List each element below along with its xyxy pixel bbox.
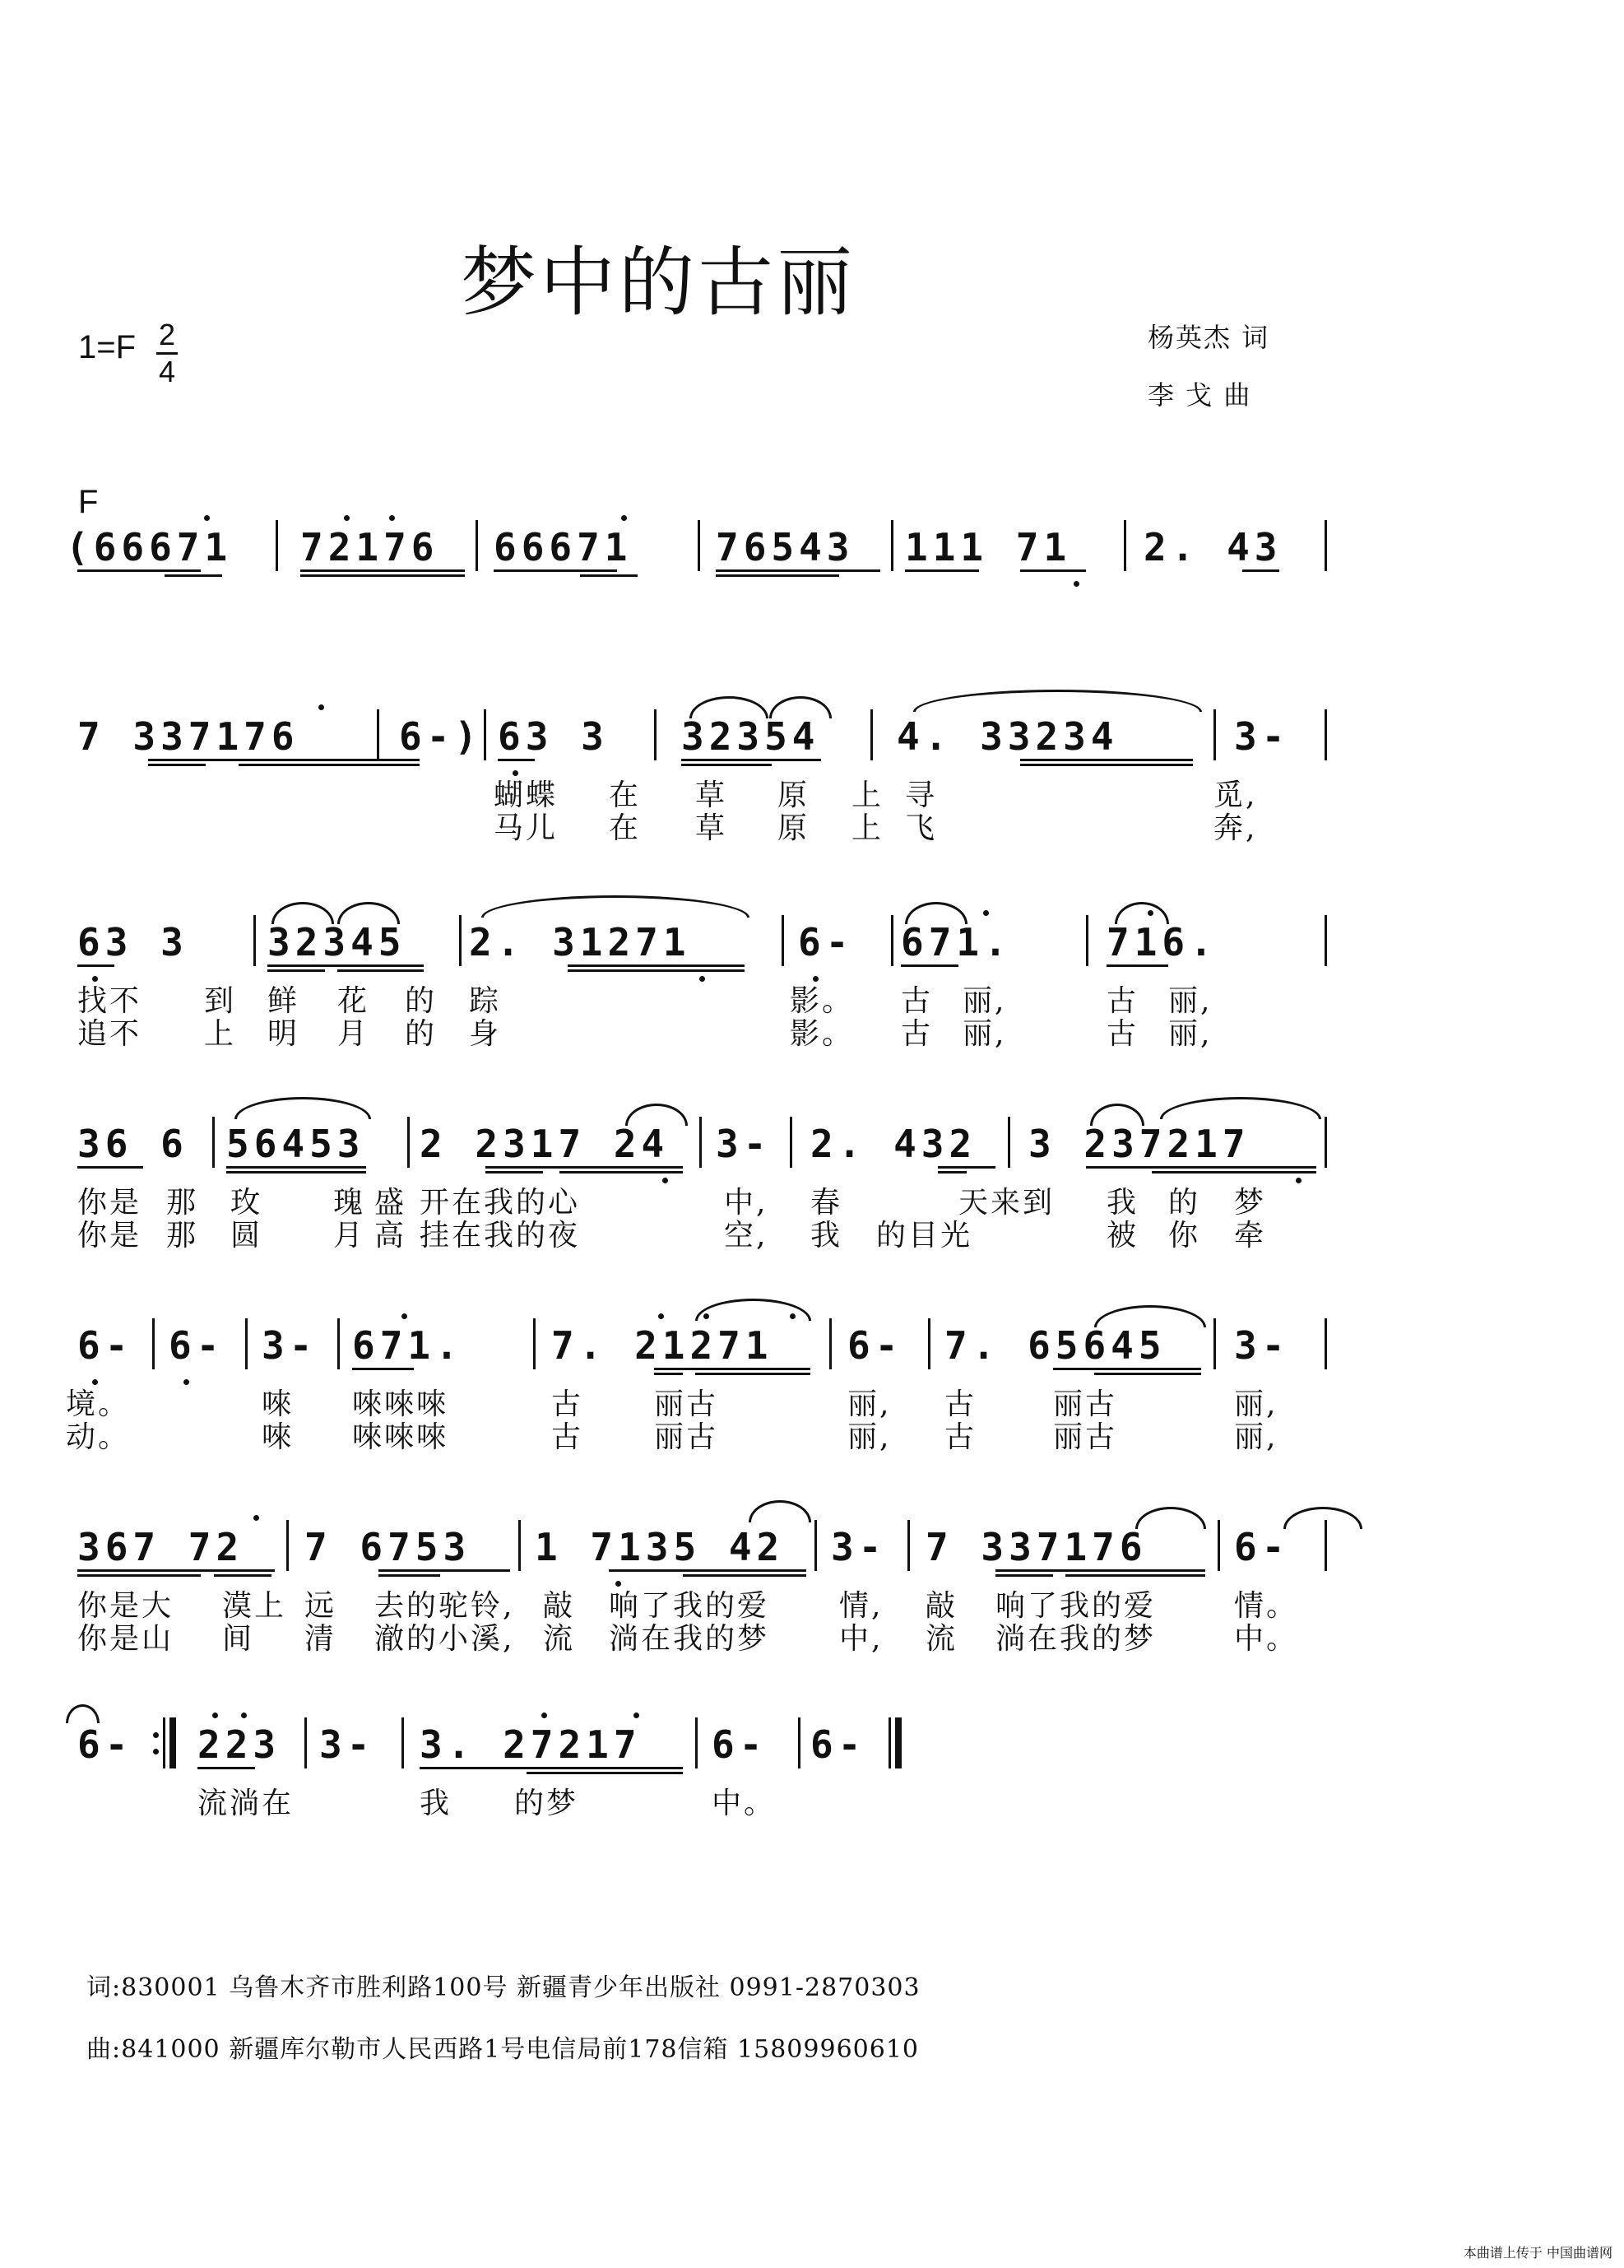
measure: 76543 <box>716 525 855 569</box>
lyric-syllable: 在 <box>609 778 642 812</box>
lyric-syllable: 响了我的爱 <box>609 1589 770 1623</box>
measure: 2. 43 <box>1144 525 1283 569</box>
lyric-syllable: 花 <box>337 984 370 1018</box>
lyric-syllable: 古 <box>551 1420 584 1454</box>
lyric-syllable: 远 <box>304 1589 337 1623</box>
page-title: 梦中的古丽 <box>461 239 856 327</box>
measure: 66671 <box>494 525 633 569</box>
lyric-syllable: 盛 <box>374 1186 407 1220</box>
lyric-syllable: 影。 <box>790 984 855 1018</box>
lyric-syllable: 敲 <box>543 1589 576 1623</box>
lyric-syllable: 月 <box>337 1017 370 1051</box>
lyric-syllable: 梦 <box>1234 1186 1267 1220</box>
lyric-syllable: 牵 <box>1234 1219 1267 1253</box>
lyric-syllable: 草 <box>695 811 728 845</box>
lyric-syllable: 挂在我的夜 <box>420 1219 581 1253</box>
lyric-syllable: 蝴蝶 <box>494 778 559 812</box>
measure: 7 337176 <box>77 714 299 759</box>
lyric-syllable: 原 <box>777 811 810 845</box>
lyric-syllable: 中, <box>839 1622 884 1656</box>
lyric-syllable: 唻 <box>262 1387 295 1421</box>
chord-symbol: F <box>78 484 99 520</box>
lyric-syllable: 你 <box>1168 1219 1201 1253</box>
lyric-syllable: 月 <box>333 1219 366 1253</box>
measure: 6- <box>77 1722 133 1767</box>
lyrics-verse-1 <box>66 978 1333 1018</box>
lyrics-verse-1 <box>66 1582 1333 1623</box>
lyric-syllable: 影。 <box>790 1017 855 1051</box>
lyric-syllable: 上 <box>851 811 884 845</box>
time-signature <box>155 318 179 389</box>
lyric-syllable: 寻 <box>905 778 938 812</box>
measure: 1 7135 42 <box>535 1525 785 1569</box>
lyric-syllable: 唻唻唻 <box>352 1387 449 1421</box>
lyric-syllable: 的目光 <box>876 1219 973 1253</box>
lyric-syllable: 天来到 <box>958 1186 1056 1220</box>
lyric-syllable: 漠上 <box>222 1589 287 1623</box>
lyric-syllable: 丽古 <box>654 1420 719 1454</box>
measure: 671. <box>901 920 1012 964</box>
lyric-syllable: 身 <box>469 1017 502 1051</box>
lyric-syllable: 唻唻唻 <box>352 1420 449 1454</box>
lyrics-verse-2 <box>66 1615 1333 1656</box>
composer-credit: 李 戈 曲 <box>1148 379 1252 411</box>
lyric-syllable: 流 <box>543 1622 576 1656</box>
lyric-syllable: 你是 <box>77 1186 142 1220</box>
lyric-syllable: 原 <box>777 778 810 812</box>
lyric-syllable: 敲 <box>926 1589 958 1623</box>
measure: 3- <box>716 1122 772 1166</box>
lyric-syllable: 丽, <box>1234 1387 1278 1421</box>
lyrics-verse-2 <box>66 805 1333 845</box>
measure: 2. 432 <box>810 1122 977 1166</box>
lyric-syllable: 中, <box>724 1186 768 1220</box>
measure: 3- <box>262 1323 318 1368</box>
measure: 3 237217 <box>1028 1122 1250 1166</box>
lyric-syllable: 淌在我的梦 <box>609 1622 770 1656</box>
lyric-syllable: 找不 <box>77 984 142 1018</box>
lyric-syllable: 境。 <box>66 1387 131 1421</box>
lyric-syllable: 踪 <box>469 984 502 1018</box>
lyric-syllable: 动。 <box>66 1420 131 1454</box>
lyric-syllable: 那 <box>166 1219 199 1253</box>
lyric-syllable: 鲜 <box>267 984 300 1018</box>
lyric-syllable: 情。 <box>1234 1589 1299 1623</box>
lyric-syllable: 丽古 <box>654 1387 719 1421</box>
measure: 7. 65645 <box>944 1323 1167 1368</box>
lyric-syllable: 间 <box>222 1622 255 1656</box>
lyric-syllable: 在 <box>609 811 642 845</box>
lyric-syllable: 马儿 <box>494 811 559 845</box>
lyric-syllable: 草 <box>695 778 728 812</box>
lyrics-verse-1 <box>66 1381 1333 1421</box>
lyric-syllable: 丽古 <box>1053 1387 1118 1421</box>
lyric-syllable: 春 <box>810 1186 843 1220</box>
lyrics-verse-1 <box>66 1780 1333 1820</box>
lyric-syllable: 的 <box>405 1017 438 1051</box>
lyric-syllable: 我 <box>420 1787 452 1820</box>
lyric-syllable: 丽, <box>1168 1017 1213 1051</box>
measure: 716. <box>1107 920 1218 964</box>
lyric-syllable: 古 <box>901 1017 934 1051</box>
measure: 2. 31271 <box>469 920 691 964</box>
lyric-syllable: 开在我的心 <box>420 1186 581 1220</box>
measure: 72176 <box>300 525 439 569</box>
lyric-syllable: 去的驼铃, <box>374 1589 515 1623</box>
measure: 63 3 <box>77 920 188 964</box>
lyric-syllable: 你是 <box>77 1219 142 1253</box>
measure: 671. <box>352 1323 463 1368</box>
measure: 7 337176 <box>926 1525 1148 1569</box>
lyric-syllable: 清 <box>304 1622 337 1656</box>
lyricist-credit: 杨英杰 词 <box>1148 322 1270 353</box>
measure: 7. 21271 <box>551 1323 773 1368</box>
lyric-syllable: 飞 <box>905 811 938 845</box>
measure: 63 3 <box>498 714 609 759</box>
lyric-syllable: 你是山 <box>77 1622 174 1656</box>
time-signature-bottom: 4 <box>158 355 176 388</box>
measure: 6- <box>1234 1525 1290 1569</box>
lyric-syllable: 丽, <box>963 984 1007 1018</box>
lyric-syllable: 流淌在 <box>197 1787 295 1820</box>
lyric-syllable: 响了我的爱 <box>995 1589 1157 1623</box>
measure: 6- <box>810 1722 866 1767</box>
composer-address: 曲:841000 新疆库尔勒市人民西路1号电信局前178信箱 15809960610 <box>86 2035 920 2064</box>
lyric-syllable: 唻 <box>262 1420 295 1454</box>
lyric-syllable: 中。 <box>712 1787 777 1820</box>
lyric-syllable: 丽, <box>963 1017 1007 1051</box>
lyric-syllable: 那 <box>166 1186 199 1220</box>
lyric-syllable: 古 <box>944 1420 977 1454</box>
lyric-syllable: 的 <box>1168 1186 1201 1220</box>
lyric-syllable: 圆 <box>230 1219 263 1253</box>
measure: 367 72 <box>77 1525 244 1569</box>
lyric-syllable: 淌在我的梦 <box>995 1622 1157 1656</box>
measure: 223 <box>197 1722 281 1767</box>
lyric-syllable: 情, <box>839 1589 884 1623</box>
lyric-syllable: 我 <box>1107 1186 1139 1220</box>
measure: 7 6753 <box>304 1525 471 1569</box>
measure: 6- <box>798 920 854 964</box>
lyric-syllable: 古 <box>901 984 934 1018</box>
lyrics-verse-2 <box>66 1212 1333 1253</box>
lyrics-verse-1 <box>66 772 1333 812</box>
lyric-syllable: 空, <box>724 1219 768 1253</box>
lyric-syllable: 古 <box>1107 984 1139 1018</box>
lyric-syllable: 到 <box>204 984 237 1018</box>
lyric-syllable: 古 <box>944 1387 977 1421</box>
lyric-syllable: 觅, <box>1213 778 1258 812</box>
measure: 36 6 <box>77 1122 188 1166</box>
measure: 32345 <box>267 920 406 964</box>
measure: 3- <box>319 1722 375 1767</box>
lyric-syllable: 流 <box>926 1622 958 1656</box>
lyricist-address: 词:830001 乌鲁木齐市胜利路100号 新疆青少年出版社 0991-2870303 <box>86 1973 921 2002</box>
lyric-syllable: 丽, <box>847 1387 892 1421</box>
measure: 6- <box>712 1722 768 1767</box>
lyric-syllable: 丽, <box>1234 1420 1278 1454</box>
lyric-syllable: 奔, <box>1213 811 1258 845</box>
lyric-syllable: 追不 <box>77 1017 142 1051</box>
measure: 3- <box>1234 1323 1290 1368</box>
lyric-syllable: 明 <box>267 1017 300 1051</box>
measure: 3- <box>831 1525 887 1569</box>
upload-watermark: 本曲谱上传于 中国曲谱网 <box>1463 2245 1612 2261</box>
lyric-syllable: 高 <box>374 1219 407 1253</box>
lyric-syllable: 丽, <box>1168 984 1213 1018</box>
measure: 3- <box>1234 714 1290 759</box>
measure: 32354 <box>681 714 820 759</box>
measure: 6- <box>847 1323 903 1368</box>
lyric-syllable: 上 <box>851 778 884 812</box>
lyric-syllable: 的梦 <box>514 1787 579 1820</box>
measure: (66671 <box>66 525 233 569</box>
lyric-syllable: 丽, <box>847 1420 892 1454</box>
lyric-syllable: 玫 <box>230 1186 263 1220</box>
lyric-syllable: 我 <box>810 1219 843 1253</box>
lyrics-verse-2 <box>66 1414 1333 1454</box>
time-signature-top: 2 <box>158 318 176 351</box>
measure: 6- <box>77 1323 133 1368</box>
lyric-syllable: 古 <box>1107 1017 1139 1051</box>
measure: 2 2317 24 <box>420 1122 670 1166</box>
lyric-syllable: 你是大 <box>77 1589 174 1623</box>
lyric-syllable: 中。 <box>1234 1622 1299 1656</box>
measure: 6- <box>169 1323 225 1368</box>
measure: 111 71 <box>905 525 1072 569</box>
lyrics-verse-2 <box>66 1011 1333 1051</box>
lyric-syllable: 的 <box>405 984 438 1018</box>
measure: 3. 27217 <box>420 1722 642 1767</box>
lyric-syllable: 澈的小溪, <box>374 1622 515 1656</box>
measure: 56453 <box>226 1122 365 1166</box>
lyric-syllable: 古 <box>551 1387 584 1421</box>
lyric-syllable: 被 <box>1107 1219 1139 1253</box>
lyric-syllable: 上 <box>204 1017 237 1051</box>
lyric-syllable: 丽古 <box>1053 1420 1118 1454</box>
lyrics-verse-1 <box>66 1179 1333 1220</box>
key-signature: 1=F <box>78 329 137 365</box>
lyric-syllable: 瑰 <box>333 1186 366 1220</box>
measure: 6-) <box>399 714 483 759</box>
measure: 4. 33234 <box>897 714 1119 759</box>
